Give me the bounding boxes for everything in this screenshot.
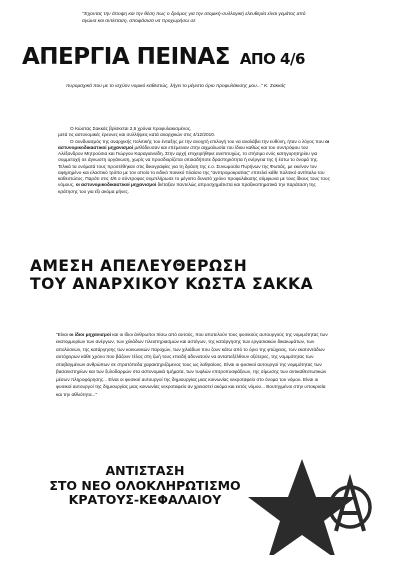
body-text (58, 126, 330, 195)
opening-quote-end: πυρομαχικά που με το ισχύον νομικό καθεστώς, λήγει το μέγιστο όριο προφυλάκισης μου..." Κ. Σακκάς (66, 84, 286, 89)
body-paragraph-1: Ο Κώστας Σακκάς βρίσκεται 2,5 χρόνια προφυλακισμένος, (70, 126, 192, 131)
demand-line-2: ΤΟΥ ΑΝΑΡΧΙΚΟΥ ΚΩΣΤΑ ΣΑΚΚΑ (30, 274, 314, 293)
demand-heading (30, 258, 370, 293)
body-emphasis-1: οι αστυνομικοδικαστικοί μηχανισμοί (58, 138, 330, 150)
headline-main: ΑΠΕΡΓΙΑ ΠΕΙΝΑΣ (22, 44, 230, 70)
body-paragraph-3 (58, 139, 330, 195)
middle-quote (56, 331, 328, 398)
star-icon (248, 459, 356, 555)
body-paragraph-3-e: διέταξαν παντελώς απροσχημάτιστα και πραξικοπηματικά την παράταση της κράτησης του για έξι ακόμα μήνες. (58, 182, 316, 194)
slogan-line-3: ΚΡΑΤΟΥΣ-ΚΕΦΑΛΑΙΟΥ (68, 492, 222, 507)
slogan-line-2: ΣΤΟ ΝΕΟ ΟΛΟΚΛΗΡΩΤΙΣΜΟ (49, 477, 241, 493)
slogan-line-1: ΑΝΤΙΣΤΑΣΗ (105, 463, 185, 478)
middle-quote-text (56, 331, 328, 398)
headline (22, 44, 362, 70)
body-paragraph-2: μετά τις αστυνομικές έρευνες και συλλήψεις κατά αναρχικών στις 4/12/2010. (58, 132, 216, 138)
middle-quote-c: και οι ίδιοι άνθρωποι πίσω από αυτούς, που αποτελούν τους φυσικούς αυτουργούς της νομιμότητας των εκατομμυρίων των ανέργων, των χιλιάδων πλειστηριασμών και αστέγων, της κατάργησης των εργασιακών δικαιωμάτων, των απολύσεων, της κατάργησης των κοινωνικών παροχών, των χιλιάδων που ζουν κάτω από το όριο της φτώχειας, των εκατοντάδων αυτόχειρων κάθε χρόνο που βάζουν τέλος στη ζωή τους επειδή αδυνατούν να ανταπεξέλθουν οξύτερες, της νομιμότητας των στοιβαγμένων ανθρώπων σε στρατόπεδα χαρακτηριζόμενος τους ως λαθραίους. Είναι οι φυσικοί αυτουργοί της νομιμότητας των βασανιστηρίων και των ξυλοδαρμών στα αστυνομικά τμήματα, των τυφλών επιτροποσφάξεων, της σίμωσης των αντικαθεστωτικών μέσων πληροφόρησης... Είναι οι φυσικοί αυτουργοί της δημιουργίας μιας κοινωνίας νεκροταφείο στο όνομα του νόμου. Είναι οι φυσικοί αυτουργοί της δημιουργίας μιας κοινωνίας νεκροταφείο αν χρειαστεί ακόμα και εκτός νόμου... Βουτηγμένοι στην υποκρισία και την αθλιότητα..." (56, 332, 328, 397)
middle-quote-a: "Είναι (56, 332, 70, 337)
body-emphasis-2: οι αστυνομικοδικαστικοί μηχανισμοί (75, 182, 157, 188)
body-paragraph-3-a: Ο συνδυασμός της αναρχικής πολιτικής του ένταξης με την ανοιχτή επιλογή του να αναλάβει την ευθύνη, ήταν ο λόγος που (70, 138, 326, 144)
opening-quote: "Έχοντας την άποψη και την θέση πως ο δρόμος για την ατομική-συλλογική ελευθερία είναι γεμάτος από αγώνα και αντίσταση, αποφάσισα να προχωρήσω σε (82, 12, 306, 24)
star-anarchy-emblem (232, 455, 372, 555)
body-paragraph-3-c: μεθόδευσαν και επέμειναν στην αιχμαλωσία του ίδιου καθώς και του συντρόφου του Αλέξανδρου Μητρούσια και Γιώργου Καραγιαννίδη. Στην αρχή επιχειρήθηκε ανεπιτυχώς, το στήσιμο ενός κατηγορητηρίου για συμμετοχή σε άγνωστη οργάνωση, χωρίς να προσδιορίζεται οποιαδήποτε δραστηριότητα ή ενέργεια της ή έστω το όνομά της. Τελικά τα ονόματά τους προστέθηκαν στις δικογραφίες για τη δράση της ε.ο. Συνωμοσία Πυρήνων της Φωτιάς, με εκείνον τον αφηρημένο και ελαστικό τρόπο με τον οποίο το ειδικό ποινικό πλαίσιο της "αντιτρομοκρατίας" επιτελεί κάθε πολιτικό αντίπαλο του καθεστώτος. Παρότι στις 4/6 ο σύντροφος συμπλήρωσε το μέγιστο δυνατό χρόνο προφυλάκισης σύμφωνα με τους ίδιους τους τους νόμους, (58, 144, 330, 188)
headline-date: ΑΠΟ 4/6 (239, 50, 305, 68)
middle-quote-emphasis: οι ίδιοι μηχανισμοί (69, 332, 111, 337)
slogan (40, 464, 250, 508)
demand-line-1: ΑΜΕΣΗ ΑΠΕΛΕΥΘΕΡΩΣΗ (30, 257, 248, 275)
